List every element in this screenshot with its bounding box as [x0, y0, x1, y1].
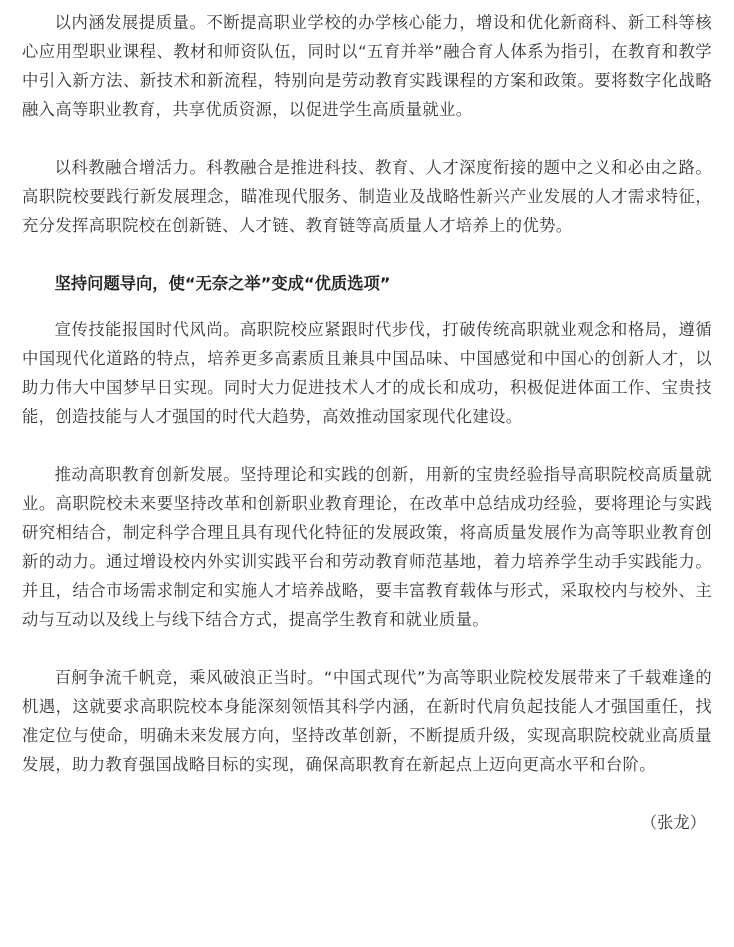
author-credit: （张龙） [640, 813, 706, 832]
paragraph-spacer [22, 240, 712, 269]
paragraph-integration: 以科教融合增活力。科教融合是推进科技、教育、人才深度衔接的题中之义和必由之路。高职院校要践行新发展理念，瞄准现代服务、制造业及战略性新兴产业发展的人才需求特征，充分发挥高职院校在创新链、人才链、教育链等高质量人才培养上的优势。 [22, 158, 712, 235]
paragraph-spacer [22, 124, 712, 153]
section-heading: 坚持问题导向，使“无奈之举”变成“优质选项” [54, 274, 391, 293]
paragraph-spacer [22, 431, 712, 460]
paragraph-innovation: 推动高职教育创新发展。坚持理论和实践的创新，用新的宝贵经验指导高职院校高质量就业。高职院校未来要坚持改革和创新职业教育理论，在改革中总结成功经验，要将理论与实践研究相结合，制定科学合理且具有现代化特征的发展政策，将高质量发展作为高等职业教育创新的动力。通过增设校内外实训实践平台和劳动教育师范基地，着力培养学生动手实践能力。并且，结合市场需求制定和实施人才培养战略，要丰富教育载体与形式，采取校内与校外、主动与互动以及线上与线下结合方式，提高学生教育和就业质量。 [22, 465, 712, 629]
paragraph-spacer [22, 298, 712, 315]
paragraph-skills: 宣传技能报国时代风尚。高职院校应紧跟时代步伐，打破传统高职就业观念和格局，遵循中国现代化道路的特点，培养更多高素质且兼具中国品味、中国感觉和中国心的创新人才，以助力伟大中国梦早日实现。同时大力促进技术人才的成长和成功，积极促进体面工作、宝贵技能，创造技能与人才强国的时代大趋势，高效推动国家现代化建设。 [22, 320, 712, 426]
article-body [22, 8, 712, 837]
paragraph-conclusion: 百舸争流千帆竞，乘风破浪正当时。“中国式现代”为高等职业院校发展带来了千载难逢的机遇，这就要求高职院校本身能深刻领悟其科学内涵，在新时代肩负起技能人才强国重任，找准定位与使命，明确未来发展方向，坚持改革创新，不断提质升级，实现高职院校就业高质量发展，助力教育强国战略目标的实现，确保高职教育在新起点上迈向更高水平和台阶。 [22, 668, 712, 774]
paragraph-quality: 以内涵发展提质量。不断提高职业学校的办学核心能力，增设和优化新商科、新工科等核心应用型职业课程、教材和师资队伍，同时以“五育并举”融合育人体系为指引，在教育和教学中引入新方法、新技术和新流程，特别向是劳动教育实践课程的方案和政策。要将数字化战略融入高等职业教育，共享优质资源，以促进学生高质量就业。 [22, 13, 712, 119]
paragraph-spacer [22, 779, 712, 808]
paragraph-spacer [22, 634, 712, 663]
